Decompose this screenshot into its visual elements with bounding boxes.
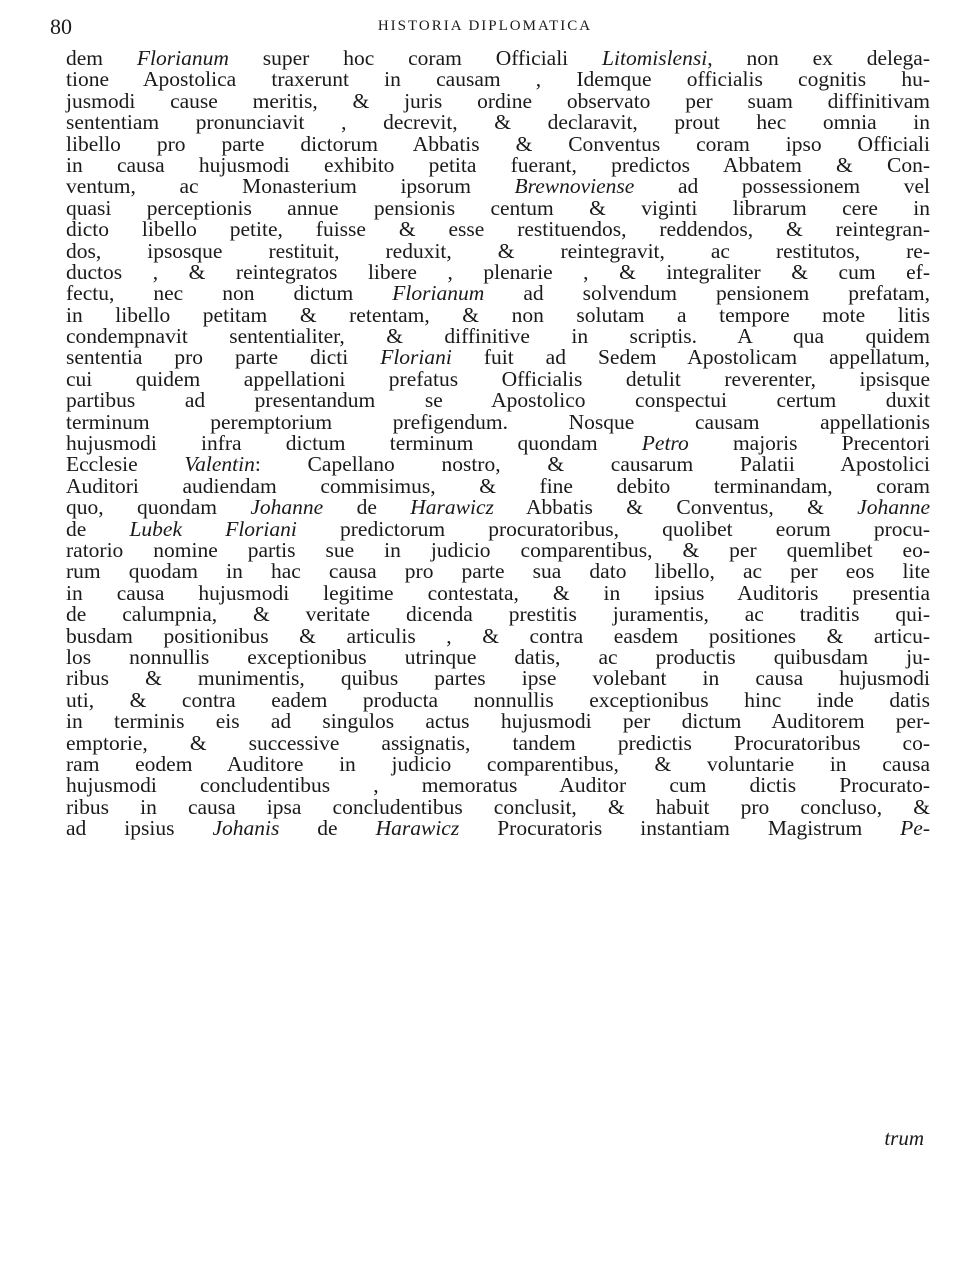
text-line: ductos , & reintegratos libere , plenarie , & integraliter & cum ef- xyxy=(66,259,930,284)
text-line: uti, & contra eadem producta nonnullis exceptionibus hinc inde datis xyxy=(66,687,930,712)
text-line: in libello petitam & retentam, & non solutam a tempore mote litis xyxy=(66,302,930,327)
text-line: in terminis eis ad singulos actus hujusmodi per dictum Auditorem per- xyxy=(66,709,930,734)
text-line: fectu, nec non dictum Florianum ad solvendum pensionem prefatam, xyxy=(66,281,930,306)
text-line: dicto libello petite, fuisse & esse restituendos, reddendos, & reintegran- xyxy=(66,217,930,242)
text-line: los nonnullis exceptionibus utrinque datis, ac productis quibusdam ju- xyxy=(66,644,930,669)
text-line: hujusmodi infra dictum terminum quondam Petro majoris Precentori xyxy=(66,431,930,456)
text-line: ram eodem Auditore in judicio comparentibus, & voluntarie in causa xyxy=(66,751,930,776)
running-head xyxy=(50,14,920,44)
text-line: partibus ad presentandum se Apostolico conspectui certum duxit xyxy=(66,388,930,413)
text-line: quasi perceptionis annue pensionis centum & viginti librarum cere in xyxy=(66,195,930,220)
text-line: in causa hujusmodi legitime contestata, & in ipsius Auditoris presentia xyxy=(66,580,930,605)
text-line: ratorio nomine partis sue in judicio comparentibus, & per quemlibet eo- xyxy=(66,537,930,562)
text-line: ventum, ac Monasterium ipsorum Brewnoviense ad possessionem vel xyxy=(66,174,930,199)
body-text xyxy=(66,48,930,839)
text-line: emptorie, & successive assignatis, tandem predictis Procuratoribus co- xyxy=(66,730,930,755)
text-line: condempnavit sententialiter, & diffinitive in scriptis. A qua quidem xyxy=(66,324,930,349)
text-line: ribus & munimentis, quibus partes ipse volebant in causa hujusmodi xyxy=(66,666,930,691)
text-line: tione Apostolica traxerunt in causam , Idemque officialis cognitis hu- xyxy=(66,67,930,92)
page-number: 80 xyxy=(50,14,72,39)
text-line: cui quidem appellationi prefatus Officialis detulit reverenter, ipsisque xyxy=(66,366,930,391)
running-title: HISTORIA DIPLOMATICA xyxy=(377,18,593,34)
catchword: trum xyxy=(884,1126,924,1150)
text-line: ad ipsius Johanis de Harawicz Procuratoris instantiam Magistrum Pe- xyxy=(66,816,930,841)
text-line: libello pro parte dictorum Abbatis & Conventus coram ipso Officiali xyxy=(66,131,930,156)
text-line: hujusmodi concludentibus , memoratus Auditor cum dictis Procurato- xyxy=(66,773,930,798)
text-line: sententia pro parte dicti Floriani fuit ad Sedem Apostolicam appellatum, xyxy=(66,345,931,370)
text-line: de Lubek Floriani predictorum procuratoribus, quolibet eorum procu- xyxy=(66,516,931,541)
text-line: de calumpnia, & veritate dicenda prestitis juramentis, ac traditis qui- xyxy=(66,602,930,627)
text-line: rum quodam in hac causa pro parte sua dato libello, ac per eos lite xyxy=(66,559,930,584)
text-line: sententiam pronunciavit , decrevit, & declaravit, prout hec omnia in xyxy=(66,110,930,135)
text-line: dos, ipsosque restituit, reduxit, & reintegravit, ac restitutos, re- xyxy=(66,238,930,263)
text-line: busdam positionibus & articulis , & contra easdem positiones & articu- xyxy=(66,623,930,648)
text-line: ribus in causa ipsa concludentibus conclusit, & habuit pro concluso, & xyxy=(66,794,930,819)
text-line: quo, quondam Johanne de Harawicz Abbatis & Conventus, & Johanne xyxy=(66,495,930,520)
text-line: Auditori audiendam commisimus, & fine debito terminandam, coram xyxy=(66,473,930,498)
text-line: dem Florianum super hoc coram Officiali Litomislensi, non ex delega- xyxy=(66,46,930,70)
text-line: terminum peremptorium prefigendum. Nosque causam appellationis xyxy=(66,409,930,434)
text-line: in causa hujusmodi exhibito petita fuerant, predictos Abbatem & Con- xyxy=(66,152,930,177)
text-line: Ecclesie Valentin: Capellano nostro, & causarum Palatii Apostolici xyxy=(66,452,930,477)
text-line: jusmodi cause meritis, & juris ordine observato per suam diffinitivam xyxy=(66,88,930,113)
